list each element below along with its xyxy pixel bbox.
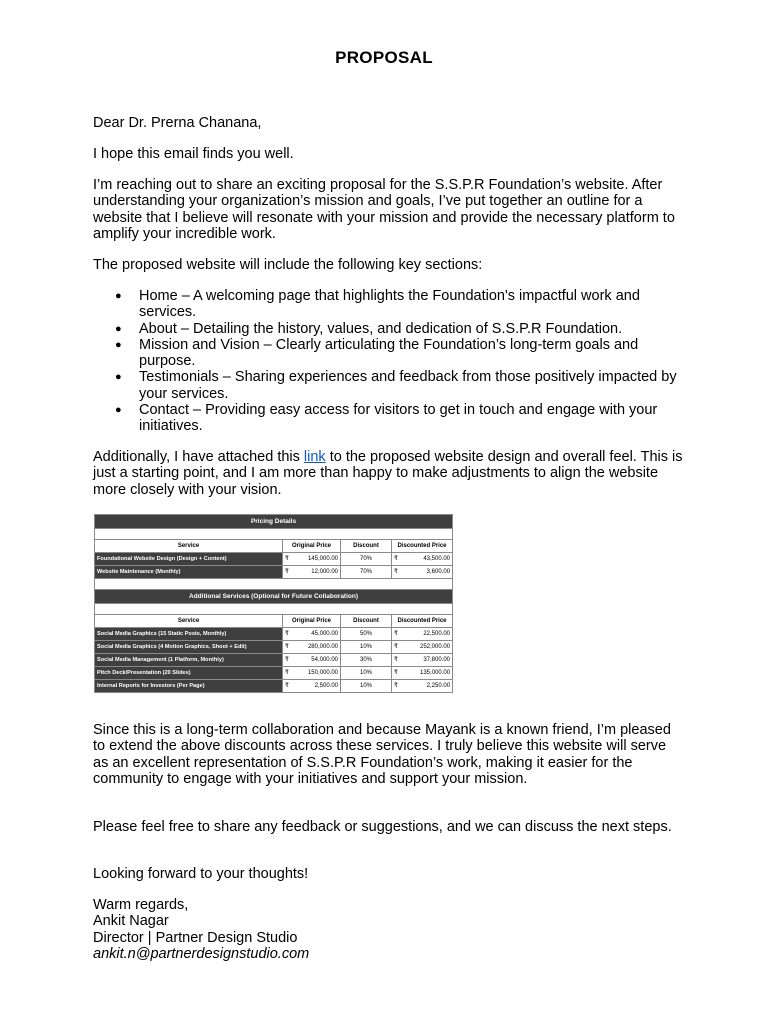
list-item: ● Mission and Vision – Clearly articulating the Foundation’s long-term goals and purpose. [93,337,683,370]
discount-cell: 50% [341,628,392,641]
table-row [95,680,453,693]
paragraph-intro [93,146,683,162]
table-row [95,628,453,641]
discounted-price: 252,000.00 [420,644,451,650]
signature-role: Director | Partner Design Studio [93,929,298,946]
list-item: ● Home – A welcoming page that highlights the Foundation's impactful work and services. [93,288,683,321]
currency-symbol: ₹ [394,556,398,562]
currency-symbol: ₹ [285,657,289,663]
paragraph-4-before: Additionally, I have attached this [93,449,304,465]
original-price-cell [283,553,341,566]
currency-symbol: ₹ [394,670,398,676]
service-cell: Internal Reports for Investors (Per Page) [95,680,283,693]
discount-cell: 10% [341,667,392,680]
pricing-table [94,514,453,693]
currency-symbol: ₹ [285,644,289,650]
spacer-row [95,529,453,540]
column-header-original: Original Price [283,540,341,553]
column-header-row [95,615,453,628]
currency-symbol: ₹ [394,644,398,650]
discounted-price-cell [392,641,453,654]
discounted-price: 43,500.00 [423,556,451,562]
table-row [95,641,453,654]
paragraph-link [93,449,683,498]
spacer-row [95,604,453,615]
list-item: ● Contact – Providing easy access for visitors to get in touch and engage with your initiatives. [93,402,683,435]
paragraph-3: The proposed website will include the following key sections: [93,257,483,273]
spacer-cell [95,529,453,540]
discount-cell: 70% [341,553,392,566]
table-row [95,667,453,680]
paragraph-5: Since this is a long-term collaboration and because Mayank is a known friend, I’m pleased to extend the above discounts across these services. I truly believe this website will serve as an excellent representation of S.S.P.R Foundation’s work, making it easier for the community to engage with your initiatives and support your mission. [93,722,671,787]
column-header-discounted: Discounted Price [392,615,453,628]
original-price-cell [283,566,341,579]
paragraph-6: Please feel free to share any feedback or suggestions, and we can discuss the next steps. [93,819,672,835]
original-price-cell [283,654,341,667]
service-cell: Foundational Website Design (Design + Content) [95,553,283,566]
greeting-text: Dear Dr. Prerna Chanana, [93,115,262,131]
currency-symbol: ₹ [285,631,289,637]
additional-services-header: Additional Services (Optional for Future Collaboration) [95,590,453,604]
column-header-discount: Discount [341,615,392,628]
discount-cell: 10% [341,680,392,693]
original-price-cell [283,641,341,654]
website-design-link[interactable]: link [303,449,326,465]
original-price: 150,000.00 [307,670,338,676]
original-price-cell [283,680,341,693]
service-cell: Pitch Deck/Presentation (20 Slides) [95,667,283,680]
currency-symbol: ₹ [394,683,398,689]
pricing-header: Pricing Details [95,515,453,529]
paragraph-sections-intro [93,257,683,273]
signature-name: Ankit Nagar [93,913,169,930]
original-price: 145,000.00 [307,556,338,562]
paragraph-discount [93,722,683,787]
service-cell: Social Media Management (1 Platform, Monthly) [95,654,283,667]
original-price: 2,500.00 [314,683,338,689]
paragraph-4-after: to the proposed website design and overall feel. This is just a starting point, and I am more than happy to make adjustments to align the website more closely with your vision. [93,449,683,498]
discounted-price-cell [392,654,453,667]
currency-symbol: ₹ [285,670,289,676]
table-row [95,553,453,566]
discounted-price-cell [392,667,453,680]
discounted-price: 22,500.00 [423,631,451,637]
spacer-cell [95,604,453,615]
paragraph-closing [93,866,683,882]
discount-cell: 70% [341,566,392,579]
service-cell: Social Media Graphics (4 Motion Graphics, Shoot + Edit) [95,641,283,654]
service-cell: Website Maintenance (Monthly) [95,566,283,579]
service-cell: Social Media Graphics (15 Static Posts, Monthly) [95,628,283,641]
pricing-header-row [95,515,453,529]
paragraph-feedback [93,819,683,835]
column-header-service: Service [95,615,283,628]
currency-symbol: ₹ [285,569,289,575]
discounted-price-cell [392,553,453,566]
sections-list-wrapper [93,288,683,435]
currency-symbol: ₹ [394,631,398,637]
currency-symbol: ₹ [394,569,398,575]
discounted-price: 2,250.00 [426,683,451,689]
original-price: 45,000.00 [311,631,338,637]
column-header-discounted: Discounted Price [392,540,453,553]
discounted-price: 135,000.00 [420,670,451,676]
signature-email: ankit.n@partnerdesignstudio.com [93,945,310,962]
column-header-original: Original Price [283,615,341,628]
signature-closing: Warm regards, [93,897,189,913]
discounted-price: 3,600.00 [426,569,451,575]
list-item: ● Testimonials – Sharing experiences and feedback from those positively impacted by your services. [93,369,683,402]
paragraph-4 [93,449,683,498]
list-item: ● About – Detailing the history, values, and dedication of S.S.P.R Foundation. [93,321,683,337]
paragraph-7: Looking forward to your thoughts! [93,866,309,882]
paragraph-1: I hope this email finds you well. [93,146,294,162]
column-header-service: Service [95,540,283,553]
discounted-price-cell [392,680,453,693]
currency-symbol: ₹ [285,683,289,689]
sections-list [93,288,683,435]
paragraph-proposal [93,177,683,242]
discounted-price-cell [392,566,453,579]
column-header-row [95,540,453,553]
spacer-cell [95,579,453,590]
original-price: 280,000.00 [307,644,338,650]
original-price: 12,000.00 [311,569,338,575]
discounted-price-cell [392,628,453,641]
additional-header-row [95,590,453,604]
original-price: 54,000.00 [311,657,338,663]
currency-symbol: ₹ [394,657,398,663]
discount-cell: 10% [341,641,392,654]
original-price-cell [283,628,341,641]
paragraph-2: I’m reaching out to share an exciting proposal for the S.S.P.R Foundation’s website. After understanding your organization’s mission and goals, I’ve put together an outline for a website that I believe will resonate with your mission and provide the necessary platform to amplify your incredible work. [93,177,675,242]
discounted-price: 37,800.00 [423,657,451,663]
document-title: PROPOSAL [335,48,433,67]
table-row [95,654,453,667]
signature-block [93,897,683,962]
original-price-cell [283,667,341,680]
column-header-discount: Discount [341,540,392,553]
greeting [93,115,683,131]
currency-symbol: ₹ [285,556,289,562]
spacer-row [95,579,453,590]
table-row [95,566,453,579]
discount-cell: 30% [341,654,392,667]
